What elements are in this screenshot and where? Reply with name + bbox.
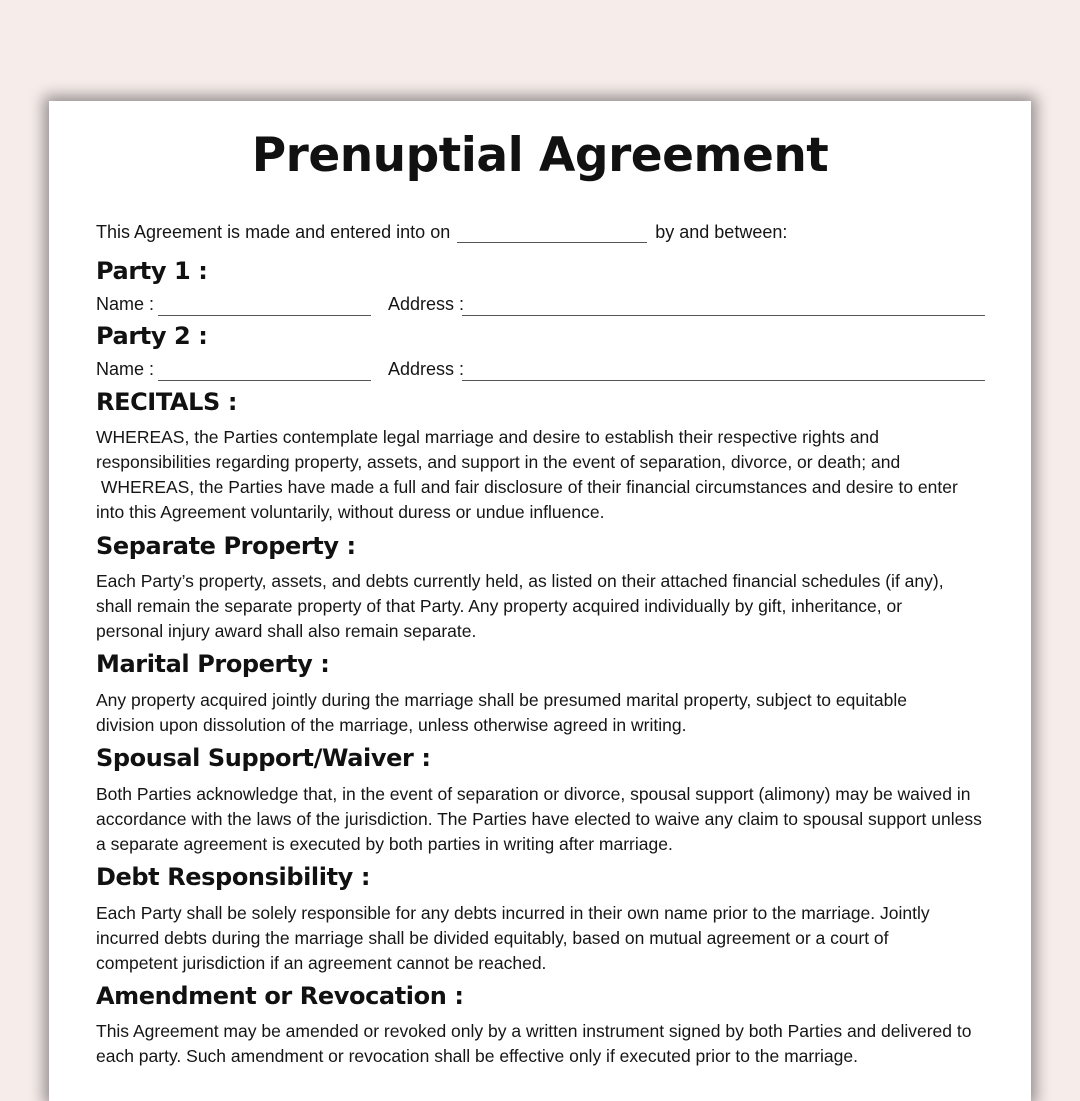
- spousal-support-line: a separate agreement is executed by both parties in writing after marriage.: [96, 834, 673, 854]
- marital-property-line: Any property acquired jointly during the marriage shall be presumed marital property, subject to equitable: [96, 690, 907, 710]
- marital-property-heading: Marital Property :: [96, 650, 330, 678]
- separate-property-heading: Separate Property :: [96, 532, 356, 560]
- amendment-text: [96, 1019, 996, 1069]
- party2-name-line: [158, 380, 371, 381]
- recitals-line: WHEREAS, the Parties contemplate legal marriage and desire to establish their respective rights and: [96, 427, 880, 447]
- amendment-line: This Agreement may be amended or revoked only by a written instrument signed by both Parties and delivered to: [96, 1021, 972, 1041]
- party2-address-label: Address :: [388, 359, 465, 379]
- recitals-line: responsibilities regarding property, assets, and support in the event of separation, divorce, or death; and: [96, 452, 901, 472]
- marital-property-line: division upon dissolution of the marriage, unless otherwise agreed in writing.: [96, 715, 687, 735]
- separate-property-line: Each Party’s property, assets, and debts currently held, as listed on their attached financial schedules (if any),: [96, 571, 944, 591]
- debt-responsibility-heading: Debt Responsibility :: [96, 863, 371, 891]
- spousal-support-text: [96, 782, 996, 857]
- party2-heading: Party 2 :: [96, 322, 208, 350]
- amendment-heading: Amendment or Revocation :: [96, 982, 464, 1010]
- recitals-line: into this Agreement voluntarily, without duress or undue influence.: [96, 502, 605, 522]
- recitals-heading: RECITALS :: [96, 388, 238, 416]
- debt-responsibility-line: incurred debts during the marriage shall be divided equitably, based on mutual agreement or a court of: [96, 928, 889, 948]
- recitals-line: WHEREAS, the Parties have made a full and fair disclosure of their financial circumstances and desire to enter: [96, 477, 958, 497]
- party1-name-label: Name :: [96, 294, 155, 314]
- party1-address-label: Address :: [388, 294, 465, 314]
- document-title: Prenuptial Agreement: [251, 128, 829, 183]
- date-blank-line: [457, 222, 647, 243]
- party2-address-line: [462, 380, 985, 381]
- spousal-support-line: accordance with the laws of the jurisdiction. The Parties have elected to waive any claim to spousal support unless: [96, 809, 982, 829]
- intro-text-after: by and between:: [655, 222, 788, 242]
- spousal-support-heading: Spousal Support/Waiver :: [96, 744, 431, 772]
- spousal-support-line: Both Parties acknowledge that, in the event of separation or divorce, spousal support (alimony) may be waived in: [96, 784, 971, 804]
- separate-property-line: shall remain the separate property of that Party. Any property acquired individually by gift, inheritance, or: [96, 596, 903, 616]
- debt-responsibility-line: competent jurisdiction if an agreement cannot be reached.: [96, 953, 547, 973]
- party1-address-line: [462, 315, 985, 316]
- separate-property-line: personal injury award shall also remain separate.: [96, 621, 477, 641]
- party2-fields: [96, 359, 986, 381]
- separate-property-text: [96, 569, 996, 644]
- party1-fields: [96, 294, 986, 316]
- recitals-text: [96, 425, 996, 525]
- party1-name-line: [158, 315, 371, 316]
- intro-line: [96, 222, 787, 243]
- intro-text-before: This Agreement is made and entered into on: [96, 222, 451, 242]
- party2-name-label: Name :: [96, 359, 155, 379]
- amendment-line: each party. Such amendment or revocation shall be effective only if executed prior to the marriage.: [96, 1046, 858, 1066]
- marital-property-text: [96, 688, 996, 738]
- debt-responsibility-text: [96, 901, 996, 976]
- debt-responsibility-line: Each Party shall be solely responsible for any debts incurred in their own name prior to the marriage. Jointly: [96, 903, 930, 923]
- party1-heading: Party 1 :: [96, 257, 208, 285]
